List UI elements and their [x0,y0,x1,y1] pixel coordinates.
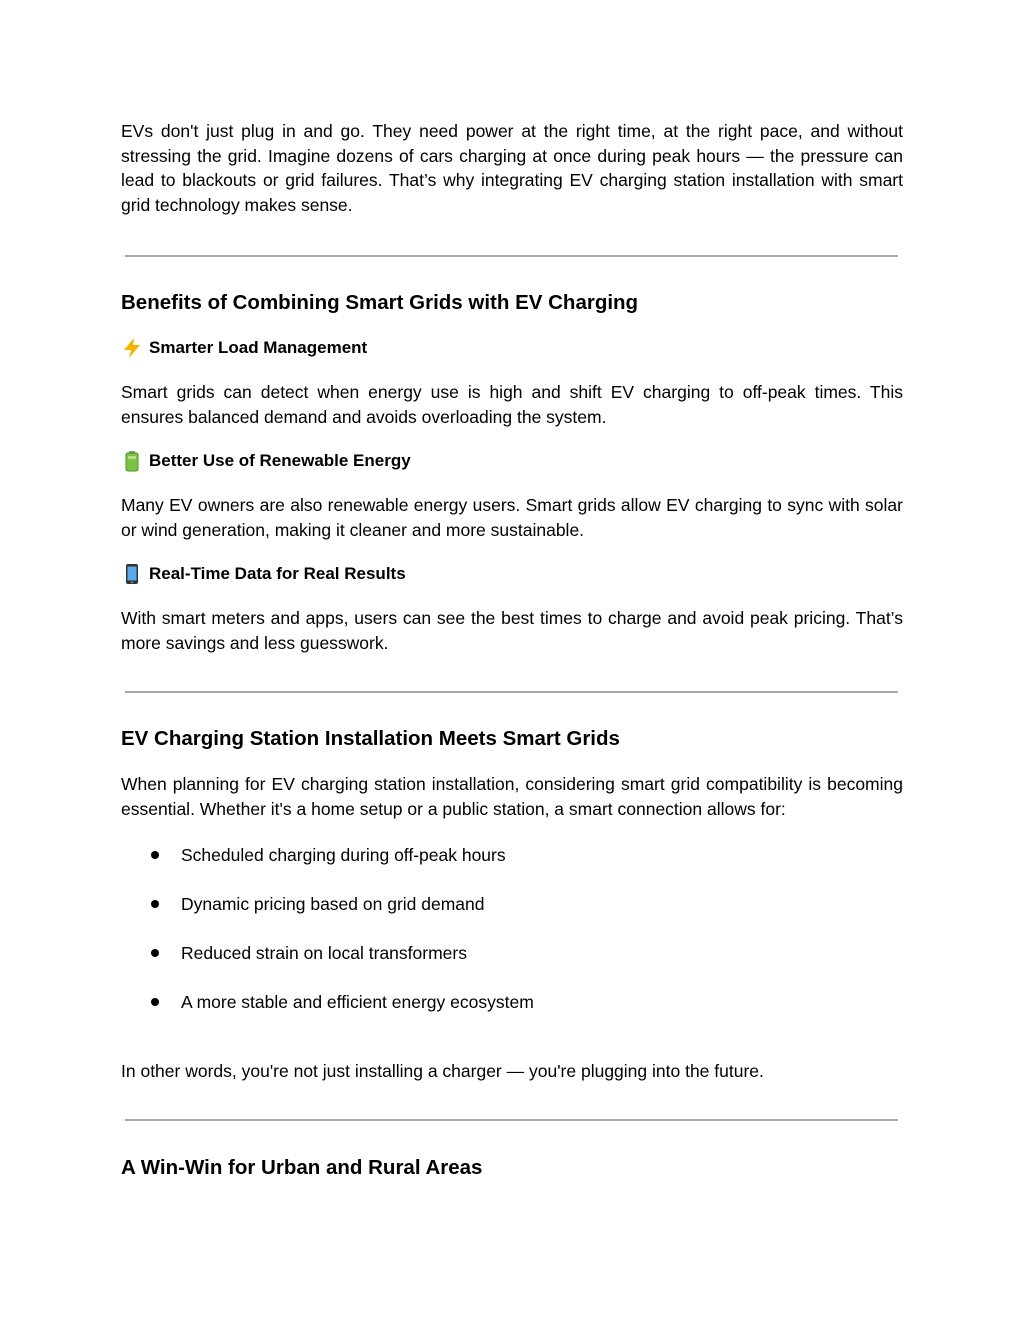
bullet-icon [151,949,159,957]
benefit-text-realtime: With smart meters and apps, users can see the best times to charge and avoid peak pricing. That’s more savings and less guesswork. [121,608,903,653]
document-page [121,119,903,1181]
list-item: Scheduled charging during off-peak hours [121,843,903,867]
benefit-title-realtime [121,562,903,586]
benefit-title-load [121,336,903,360]
benefit-text-renewable: Many EV owners are also renewable energy users. Smart grids allow EV charging to sync with solar or wind generation, making it cleaner and more sustainable. [121,495,903,540]
urban-rural-heading: A Win-Win for Urban and Rural Areas [121,1155,483,1179]
bullet-icon [151,900,159,908]
list-item: Reduced strain on local transformers [121,941,903,965]
installation-paragraph: When planning for EV charging station installation, considering smart grid compatibility is becoming essential. Whether it's a home setup or a public station, a smart connection allows for: [121,774,903,819]
list-item: Dynamic pricing based on grid demand [121,892,903,916]
battery-icon [121,450,145,472]
closing-paragraph: In other words, you're not just installing a charger — you're plugging into the future. [121,1061,764,1081]
installation-heading: EV Charging Station Installation Meets Smart Grids [121,727,620,750]
list-item: A more stable and efficient energy ecosystem [121,990,903,1014]
benefit-text-load: Smart grids can detect when energy use is high and shift EV charging to off-peak times. This ensures balanced demand and avoids overloading the system. [121,382,903,427]
benefit-title-renewable [121,449,903,473]
compatibility-list [121,843,903,1014]
benefit-title-text: Better Use of Renewable Energy [149,451,411,470]
bullet-icon [151,851,159,859]
benefit-title-text: Real-Time Data for Real Results [149,564,406,583]
intro-paragraph: EVs don't just plug in and go. They need power at the right time, at the right pace, and without stressing the grid. Imagine dozens of cars charging at once during peak hours — the pressure can lead to blackouts or grid failures. That’s why integrating EV charging station installation with smart grid technology makes sense. [121,121,903,215]
benefits-heading: Benefits of Combining Smart Grids with EV Charging [121,291,639,314]
mobile-phone-icon [121,563,145,585]
bullet-icon [151,998,159,1006]
benefit-title-text: Smarter Load Management [149,338,368,357]
lightning-icon [121,337,145,359]
